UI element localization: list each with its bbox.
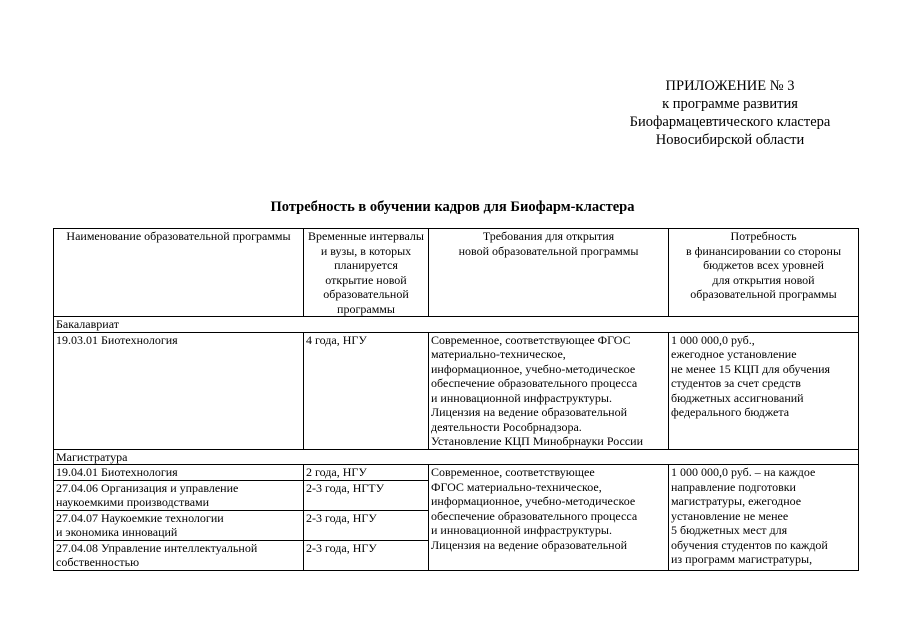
table-row (54, 332, 859, 449)
funding-line: 1 000 000,0 руб. – на каждое (671, 465, 816, 479)
funding-line: 1 000 000,0 руб., (671, 332, 755, 347)
program-cell (54, 510, 304, 540)
section-title: Магистратура (54, 449, 859, 465)
requirements-line: обеспечение образовательного процесса (431, 376, 638, 390)
funding-line: федерального бюджета (671, 405, 790, 419)
program-name: наукоемкими производствами (56, 495, 210, 509)
funding-line: 5 бюджетных мест для (671, 523, 788, 537)
header-period (304, 229, 429, 317)
requirements-line: деятельности Рособрнадзора. (431, 419, 582, 434)
section-title: Бакалавриат (54, 317, 859, 333)
requirements-line: Лицензия на ведение образовательной (431, 537, 628, 552)
requirements-cell (429, 332, 669, 449)
period-cell: 2 года, НГУ (304, 465, 429, 481)
funding-line: студентов за счет средств (671, 376, 801, 390)
requirements-line: материально-техническое, (431, 347, 566, 361)
training-needs-table (53, 228, 859, 571)
program-name: собственностью (56, 555, 140, 569)
period-cell: 2-3 года, НГУ (304, 510, 429, 540)
appendix-line: ПРИЛОЖЕНИЕ № 3 (665, 78, 795, 94)
header-text: Временные интервалы (308, 229, 424, 243)
appendix-line: Биофармацевтического кластера (629, 114, 831, 130)
header-text: открытие новой (325, 272, 407, 287)
header-text: и вузы, в которых (320, 243, 412, 258)
program-cell (54, 540, 304, 570)
requirements-line: ФГОС материально-техническое, (431, 479, 602, 494)
header-text: образовательной (323, 287, 409, 301)
funding-line: бюджетных ассигнований (671, 390, 804, 405)
requirements-line: информационное, учебно-методическое (431, 494, 636, 508)
requirements-cell (429, 465, 669, 571)
header-text: бюджетов всех уровней (703, 258, 824, 272)
section-row-bachelor (54, 317, 859, 333)
appendix-header (600, 77, 860, 149)
program-name: 19.03.01 Биотехнология (56, 332, 178, 347)
header-text: Наименование образовательной программы (66, 229, 291, 243)
funding-line: направление подготовки (671, 479, 796, 494)
section-row-master (54, 449, 859, 465)
funding-line: не менее 15 КЦП для обучения (671, 361, 831, 376)
requirements-line: Современное, соответствующее ФГОС (431, 332, 631, 347)
requirements-line: и инновационной инфраструктуры. (431, 523, 612, 537)
requirements-line: и инновационной инфраструктуры. (431, 390, 612, 405)
program-cell (54, 480, 304, 510)
funding-cell (669, 332, 859, 449)
header-text: Потребность (730, 229, 797, 243)
document-title: Потребность в обучении кадров для Биофарм-кластера (270, 199, 635, 215)
header-text: для открытия новой (712, 272, 815, 287)
requirements-line: Установление КЦП Минобрнауки России (431, 434, 644, 448)
funding-line: установление не менее (671, 508, 789, 523)
program-name: и экономика инноваций (56, 525, 178, 539)
funding-cell (669, 465, 859, 571)
program-cell (54, 332, 304, 449)
period-cell: 2-3 года, НГУ (304, 540, 429, 570)
program-name: 27.04.06 Организация и управление (56, 480, 239, 495)
appendix-line: к программе развития (662, 96, 798, 112)
program-name: 19.04.01 Биотехнология (56, 465, 178, 479)
header-text: планируется (334, 258, 398, 272)
funding-line: обучения студентов по каждой (671, 537, 828, 552)
requirements-line: Лицензия на ведение образовательной (431, 405, 628, 419)
header-text: в финансировании со стороны (685, 243, 842, 258)
table-header-row (54, 229, 859, 317)
table-row (54, 465, 859, 481)
header-text: новой образовательной программы (458, 243, 639, 258)
period-cell: 4 года, НГУ (304, 332, 429, 449)
header-funding (669, 229, 859, 317)
program-name: 27.04.07 Наукоемкие технологии (56, 510, 224, 525)
header-program (54, 229, 304, 317)
funding-line: магистратуры, ежегодное (671, 494, 802, 508)
funding-line: из программ магистратуры, (671, 552, 813, 566)
appendix-line: Новосибирской области (655, 132, 805, 148)
header-text: Требования для открытия (482, 229, 615, 243)
requirements-line: информационное, учебно-методическое (431, 361, 636, 376)
header-requirements (429, 229, 669, 317)
header-text: программы (337, 301, 395, 316)
requirements-line: обеспечение образовательного процесса (431, 508, 638, 523)
requirements-line: Современное, соответствующее (431, 465, 595, 479)
period-cell: 2-3 года, НГТУ (304, 480, 429, 510)
header-text: образовательной программы (690, 287, 837, 301)
program-name: 27.04.08 Управление интеллектуальной (56, 540, 258, 555)
funding-line: ежегодное установление (671, 347, 797, 361)
program-cell (54, 465, 304, 481)
